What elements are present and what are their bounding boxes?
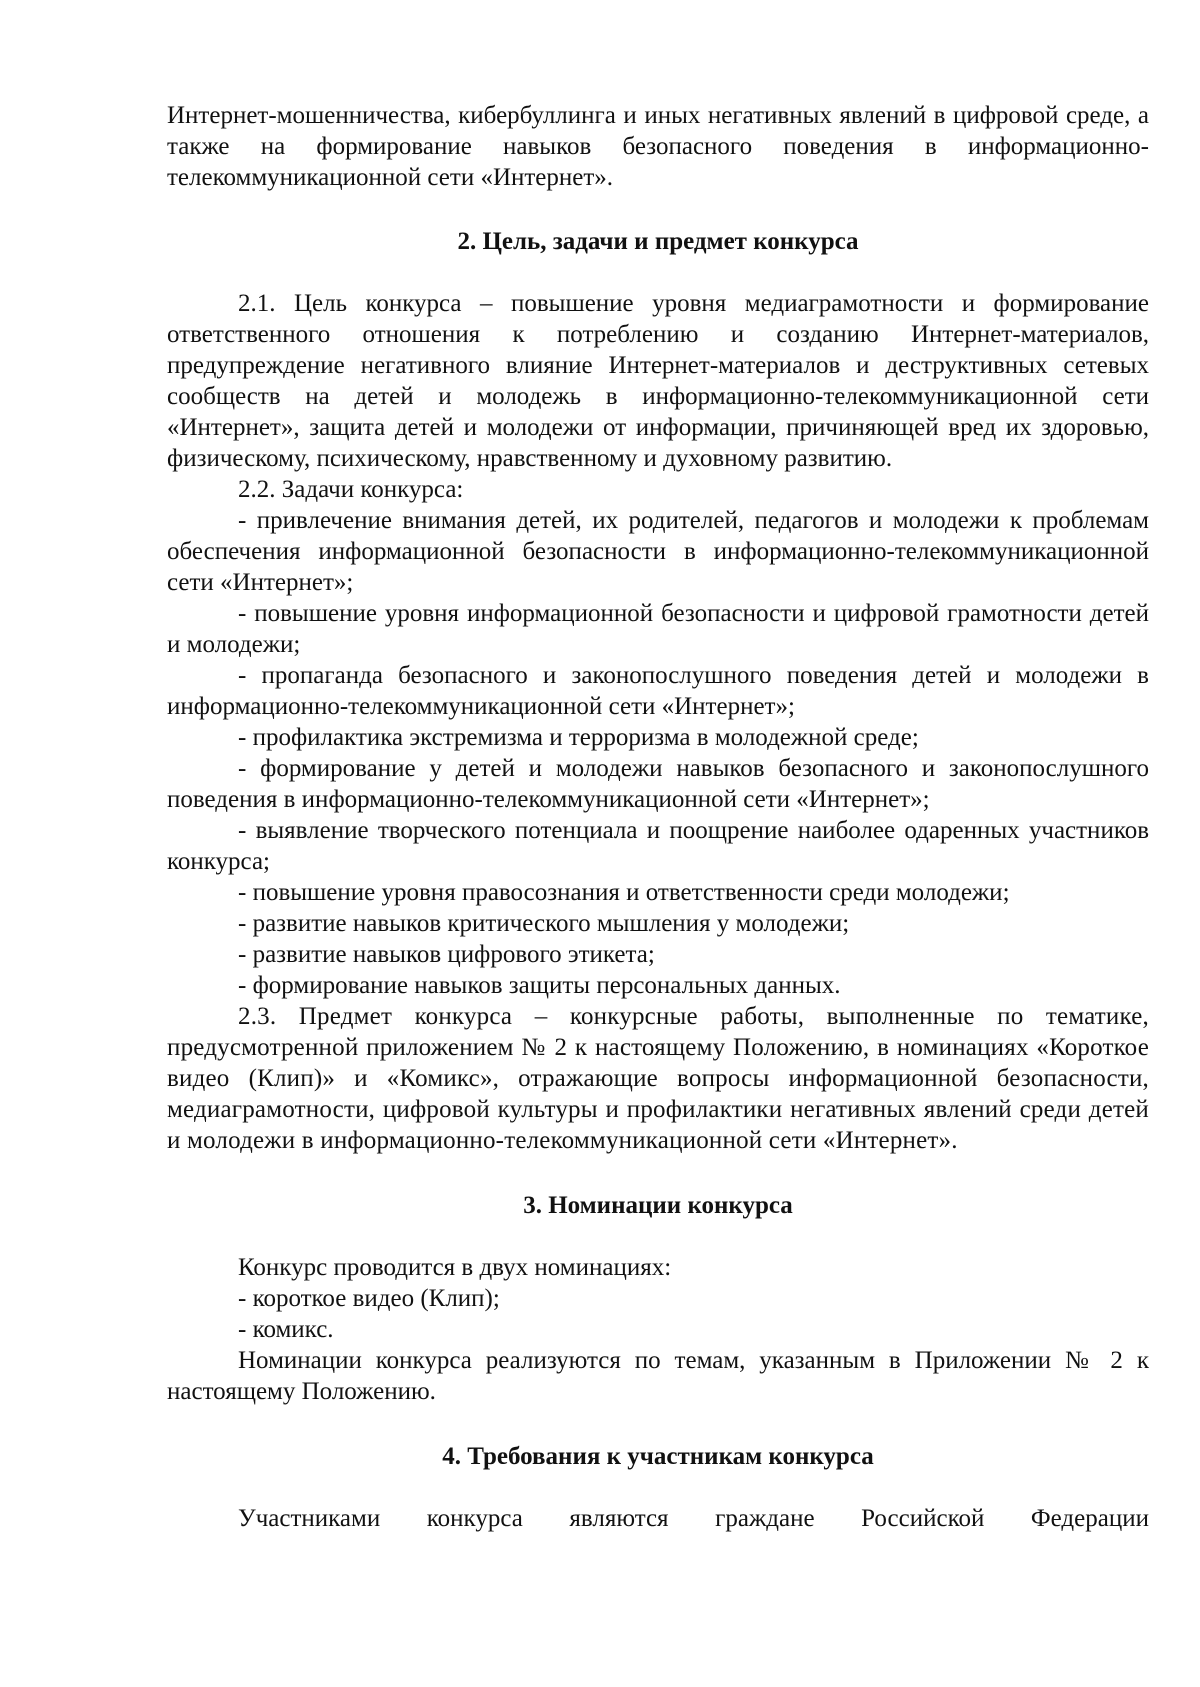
task-item: - развитие навыков цифрового этикета;: [238, 941, 655, 968]
document-page: [167, 100, 1149, 1534]
intro-paragraph: Интернет-мошенничества, кибербуллинга и иных негативных явлений в цифровой среде, а также на формирование навыков безопасного поведения в информационно-телекоммуникационной сети «Интернет».: [167, 102, 1149, 191]
section-3-title: 3. Номинации конкурса: [523, 1192, 793, 1219]
task-item: - развитие навыков критического мышления у молодежи;: [238, 910, 850, 937]
task-item: - повышение уровня правосознания и ответственности среди молодежи;: [238, 879, 1010, 906]
nominations-intro: Конкурс проводится в двух номинациях:: [238, 1254, 672, 1281]
paragraph-2-1: 2.1. Цель конкурса – повышение уровня медиаграмотности и формирование ответственного отношения к потреблению и созданию Интернет-материалов, предупреждение негативного влияние Интернет-материалов и деструктивных сетевых сообществ на детей и молодежь в информационно-телекоммуникационной сети «Интернет», защита детей и молодежи от информации, причиняющей вред их здоровью, физическому, психическому, нравственному и духовному развитию.: [167, 290, 1149, 472]
paragraph-2-3: 2.3. Предмет конкурса – конкурсные работы, выполненные по тематике, предусмотренной приложением № 2 к настоящему Положению, в номинациях «Короткое видео (Клип)» и «Комикс», отражающие вопросы информационной безопасности, медиаграмотности, цифровой культуры и профилактики негативных явлений среди детей и молодежи в информационно-телекоммуникационной сети «Интернет».: [167, 1003, 1149, 1154]
nomination-item: - короткое видео (Клип);: [238, 1285, 500, 1312]
nomination-item: - комикс.: [238, 1316, 334, 1343]
task-item: - привлечение внимания детей, их родителей, педагогов и молодежи к проблемам обеспечения информационной безопасности в информационно-телекоммуникационной сети «Интернет»;: [167, 507, 1149, 596]
task-item: - выявление творческого потенциала и поощрение наиболее одаренных участников конкурса;: [167, 817, 1149, 875]
task-item: - пропаганда безопасного и законопослушного поведения детей и молодежи в информационно-телекоммуникационной сети «Интернет»;: [167, 662, 1149, 720]
task-item: - формирование у детей и молодежи навыков безопасного и законопослушного поведения в информационно-телекоммуникационной сети «Интернет»;: [167, 755, 1149, 813]
section-2-title: 2. Цель, задачи и предмет конкурса: [457, 228, 859, 255]
task-item: - формирование навыков защиты персональных данных.: [238, 972, 841, 999]
paragraph-2-2-title: 2.2. Задачи конкурса:: [238, 476, 464, 503]
participants-paragraph: Участниками конкурса являются граждане Российской Федерации: [238, 1505, 1149, 1532]
nominations-note: Номинации конкурса реализуются по темам, указанным в Приложении № 2 к настоящему Положению.: [167, 1347, 1149, 1405]
section-4-title: 4. Требования к участникам конкурса: [442, 1443, 874, 1470]
task-item: - повышение уровня информационной безопасности и цифровой грамотности детей и молодежи;: [167, 600, 1149, 658]
task-item: - профилактика экстремизма и терроризма в молодежной среде;: [238, 724, 919, 751]
